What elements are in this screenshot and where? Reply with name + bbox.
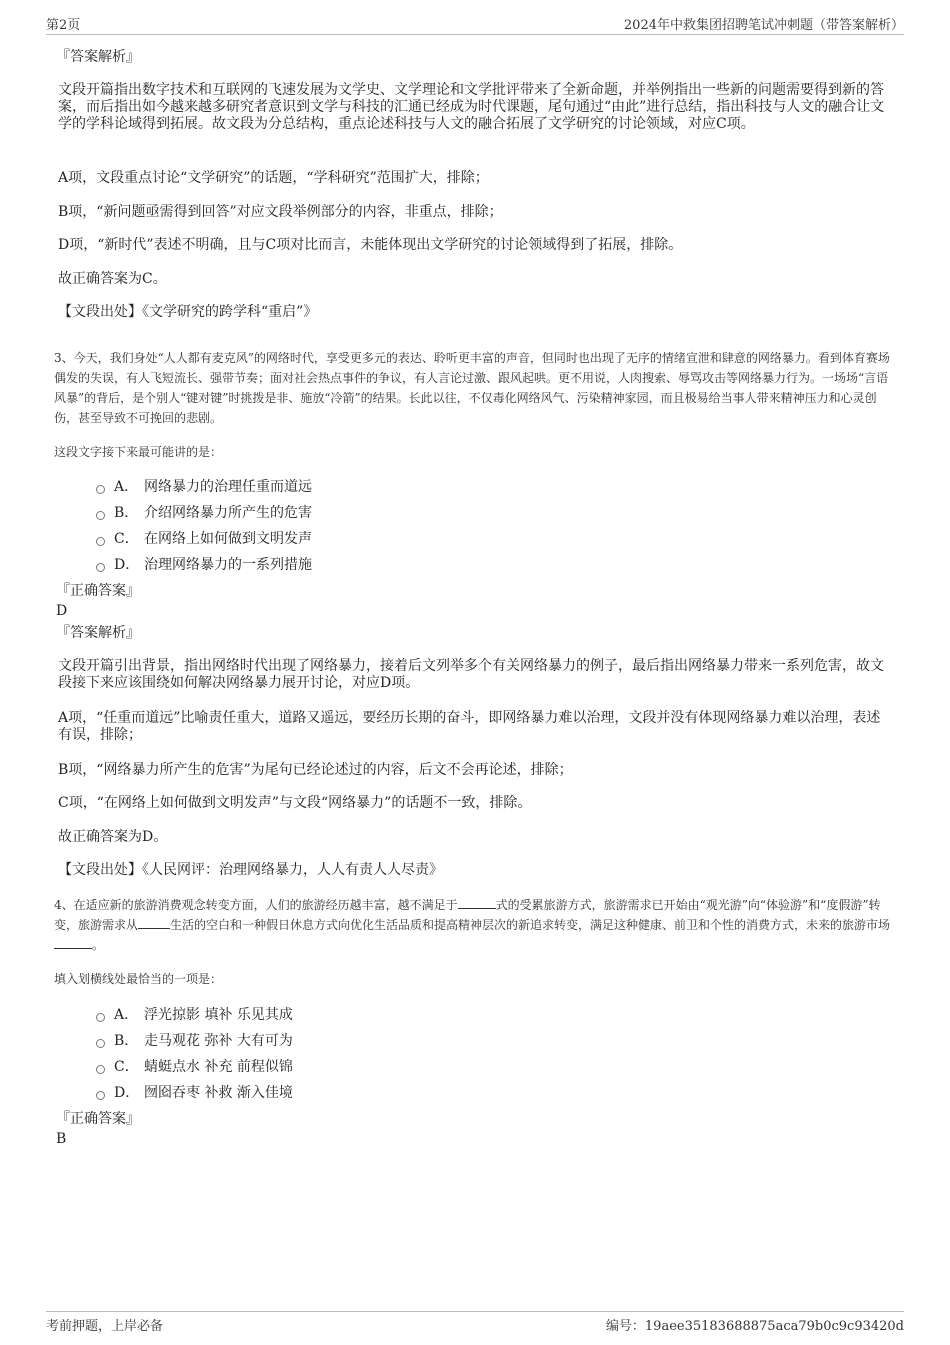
page-number: 第2页: [46, 18, 81, 33]
q2-source: 【文段出处】《文学研究的跨学科“重启”》: [58, 304, 318, 320]
q3-option-a[interactable]: A． 网络暴力的治理任重而道远: [96, 477, 312, 497]
q3-conclusion: 故正确答案为D。: [58, 829, 168, 845]
radio-icon[interactable]: [96, 1013, 105, 1022]
q3-item-a: A项，“任重而道远”比喻责任重大，道路又遥远，要经历长期的奋斗，即网络暴力难以治理，文段并没有体现网络暴力难以治理，表述有误，排除；: [58, 710, 881, 743]
q2-conclusion: 故正确答案为C。: [58, 271, 167, 287]
page-header: [46, 14, 904, 35]
radio-icon[interactable]: [96, 1065, 105, 1074]
q2-analysis-label: 『答案解析』: [56, 49, 140, 65]
q2-item-d: D项，“新时代”表述不明确，且与C项对比而言，未能体现出文学研究的讨论领域得到了拓展，排除。: [58, 237, 683, 253]
footer-serial: 编号：19aee35183688875aca79b0c9c93420d: [605, 1319, 904, 1334]
q3-option-d[interactable]: D． 治理网络暴力的一系列措施: [96, 555, 312, 575]
q3-item-b: B项，“网络暴力所产生的危害”为尾句已经论述过的内容，后文不会再论述，排除；: [58, 762, 573, 778]
q4-answer-label: 『正确答案』: [56, 1111, 140, 1127]
page-footer: [46, 1311, 904, 1334]
q2-item-b: B项，“新问题亟需得到回答”对应文段举例部分的内容，非重点，排除；: [58, 204, 503, 220]
blank-1: [458, 896, 496, 909]
q3-answer-label: 『正确答案』: [56, 583, 140, 599]
document-title: 2024年中救集团招聘笔试冲刺题（带答案解析）: [623, 18, 904, 33]
q3-item-c: C项，“在网络上如何做到文明发声”与文段“网络暴力”的话题不一致，排除。: [58, 795, 532, 811]
blank-2: [138, 916, 170, 929]
q4-option-a[interactable]: A． 浮光掠影 填补 乐见其成: [96, 1005, 293, 1025]
q3-analysis-paragraph: 文段开篇引出背景，指出网络时代出现了网络暴力，接着后文列举多个有关网络暴力的例子，最后指出网络暴力带来一系列危害，故文段接下来应该围绕如何解决网络暴力展开讨论，对应D项。: [58, 658, 884, 691]
q4-option-d[interactable]: D． 囫囵吞枣 补救 渐入佳境: [96, 1083, 293, 1103]
q4-question: 填入划横线处最恰当的一项是：: [54, 972, 223, 986]
footer-slogan: 考前押题，上岸必备: [46, 1319, 164, 1334]
q2-analysis-paragraph: 文段开篇指出数字技术和互联网的飞速发展为文学史、文学理论和文学批评带来了全新命题，并举例指出一些新的问题需要得到新的答案，而后指出如今越来越多研究者意识到文学与科技的汇通已经成为时代课题，尾句通过“由此”进行总结，指出科技与人文的融合让文学的学科论域得到拓展。故文段为分总结构，重点论述科技与人文的融合拓展了文学研究的讨论领域，对应C项。: [58, 82, 885, 132]
q3-stem: 3、今天，我们身处“人人都有麦克风”的网络时代，享受更多元的表达、聆听更丰富的声音，但同时也出现了无序的情绪宣泄和肆意的网络暴力。看到体育赛场偶发的失误，有人飞短流长、强带节奏；面对社会热点事件的争议，有人言论过激、跟风起哄。更不用说，人肉搜索、辱骂攻击等网络暴力行为。一场场“言语风暴”的背后，是个别人“键对键”时挑拨是非、施放“冷箭”的结果。长此以往，不仅毒化网络风气、污染精神家园，而且极易给当事人带来精神压力和心灵创伤，甚至导致不可挽回的悲剧。: [54, 351, 890, 425]
q3-analysis-label: 『答案解析』: [56, 625, 140, 641]
q3-option-b[interactable]: B． 介绍网络暴力所产生的危害: [96, 503, 312, 523]
blank-3: [54, 936, 92, 949]
q3-question: 这段文字接下来最可能讲的是：: [54, 445, 223, 459]
radio-icon[interactable]: [96, 537, 105, 546]
q4-option-b[interactable]: B． 走马观花 弥补 大有可为: [96, 1031, 293, 1051]
q3-option-c[interactable]: C． 在网络上如何做到文明发声: [96, 529, 312, 549]
q2-item-a: A项，文段重点讨论“文学研究”的话题，“学科研究”范围扩大，排除；: [58, 170, 489, 186]
radio-icon[interactable]: [96, 485, 105, 494]
q4-option-c[interactable]: C． 蜻蜓点水 补充 前程似锦: [96, 1057, 293, 1077]
radio-icon[interactable]: [96, 1091, 105, 1100]
radio-icon[interactable]: [96, 563, 105, 572]
radio-icon[interactable]: [96, 1039, 105, 1048]
q3-source: 【文段出处】《人民网评：治理网络暴力，人人有责人人尽责》: [58, 862, 443, 878]
q4-stem: 4、在适应新的旅游消费观念转变方面，人们的旅游经历越丰富，越不满足于 式的受累旅游方式，旅游需求已开始由“观光游”向“体验游”和“度假游”转变，旅游需求从 生活的空白和一种假日休息方式向优化生活品质和提高精神层次的新追求转变，满足这种健康、前卫和个性的消费方式，未来的旅游市场。: [54, 898, 891, 952]
q3-answer: D: [56, 603, 68, 619]
radio-icon[interactable]: [96, 511, 105, 520]
q4-answer: B: [56, 1131, 67, 1147]
